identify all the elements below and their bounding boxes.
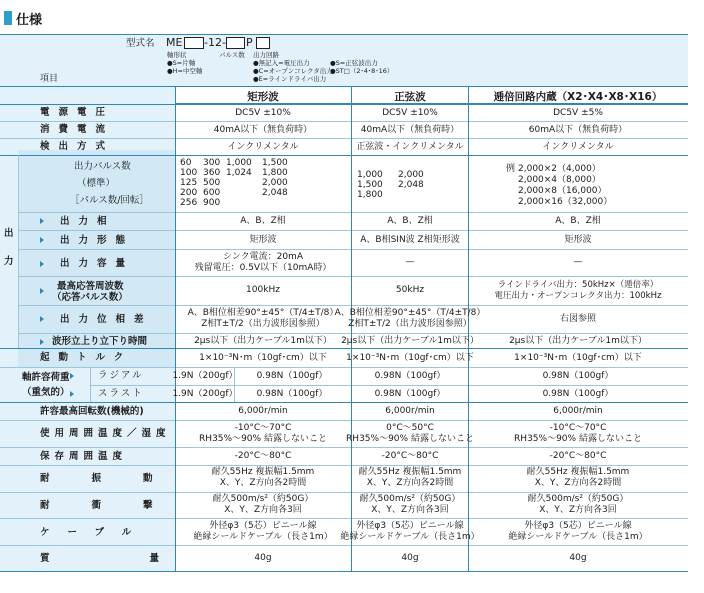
response-square: 100kHz: [246, 285, 280, 295]
label-load-2: （重気的）: [22, 387, 70, 398]
label-temp: 使用周囲温度／湿度: [40, 428, 171, 439]
cable-sine-1: 外径φ3（5芯）ビニール線: [356, 521, 464, 531]
section-title-marker: [4, 11, 12, 25]
pulse-value: 1,500: [357, 180, 383, 190]
storage-multiplier: -20°C～80°C: [549, 451, 607, 461]
pulse-example: 2,000×2（4,000）: [518, 164, 601, 174]
opt-none: ●無記入=電圧出力: [253, 59, 310, 67]
model-prefix: ME: [166, 36, 183, 49]
capacity-square-1: シンク電流：20mA: [223, 252, 303, 262]
pulse-value: 1,500: [262, 158, 288, 168]
detection-sine: 正弦波・インクリメンタル: [356, 142, 464, 152]
label-rise: 波形立上り立下り時間: [52, 336, 148, 347]
bullet-marker: [70, 373, 74, 379]
model-p: P: [246, 36, 253, 49]
label-phase-diff: 出力位相差: [60, 314, 153, 325]
label-torque: 起動トルク: [40, 352, 133, 363]
pulse-value: 2,000: [262, 178, 288, 188]
response-multiplier-1: ラインドライバ出力：50kHz×（逓倍率）: [497, 280, 659, 290]
response-sine: 50kHz: [395, 285, 425, 295]
max-speed-square: 6,000r/min: [238, 406, 288, 416]
detection-square: インクリメンタル: [227, 142, 299, 152]
voltage-sine: DC5V ±10%: [382, 108, 438, 118]
pulse-value: 2,048: [262, 188, 288, 198]
temp-multiplier-2: RH35%～90% 結露しないこと: [514, 434, 642, 444]
phase-square: A、B、Z相: [240, 216, 286, 226]
vibration-multiplier-1: 耐久55Hz 複振幅1.5mm: [526, 467, 630, 477]
label-current: 消費電流: [40, 124, 115, 135]
pulse-example: 2,000×8（16,000）: [518, 186, 607, 196]
label-shock: 耐衝撃: [40, 500, 195, 511]
bullet-marker: [40, 288, 44, 294]
opt-h-shaft: ●H=中空軸: [167, 67, 203, 75]
col-header-multiplier: 逓倍回路内蔵（X2･X4･X8･X16）: [493, 91, 663, 103]
sub-pulse: パルス数: [219, 51, 245, 59]
label-voltage: 電源電圧: [40, 107, 115, 118]
label-pulses-2: （標準）: [77, 178, 116, 189]
shock-sine-2: X、Y、Z方向各3回: [371, 505, 449, 515]
torque-multiplier: 1×10⁻³N･m（10gf･cm）以下: [514, 353, 642, 363]
shock-multiplier-2: X、Y、Z方向各3回: [539, 505, 617, 515]
label-phase: 出力相: [60, 216, 116, 227]
model-pulse-box: [226, 37, 245, 49]
phase-diff-sine-1: A、B相位相差90°±45°（T/4±T/8）: [334, 308, 486, 318]
pulse-value: 125: [180, 178, 198, 188]
label-vibration: 耐振動: [40, 473, 195, 484]
pulse-value: 200: [180, 188, 198, 198]
radial-square-b: 0.98N（100gf）: [256, 371, 328, 381]
output-group-char2: 力: [4, 256, 14, 267]
bullet-marker: [40, 261, 44, 267]
label-response-2: （応答パルス数）: [52, 292, 128, 303]
phase-diff-sine-2: Z相T±T/2（出力波形図参照）: [348, 319, 472, 329]
thrust-square-a: 1.9N（200gf）: [172, 389, 238, 399]
temp-square-1: -10°C～70°C: [234, 423, 292, 433]
pulse-value: 2,048: [398, 180, 424, 190]
phase-diff-multiplier: 右図参照: [559, 314, 597, 324]
form-square: 矩形波: [249, 235, 277, 245]
opt-st: ●ST□（2･4･8･16）: [330, 67, 394, 75]
pulse-value: 100: [180, 168, 198, 178]
pulse-value: 360: [203, 168, 221, 178]
opt-s-sine: ●S=正弦波出力: [330, 59, 378, 67]
pulse-value: 256: [180, 198, 198, 208]
mass-square: 40g: [254, 553, 272, 563]
label-capacity: 出力容量: [60, 258, 135, 269]
cable-multiplier-1: 外径φ3（5芯）ビニール線: [524, 521, 632, 531]
storage-sine: -20°C～80°C: [381, 451, 439, 461]
pulse-value: 900: [203, 198, 221, 208]
radial-sine: 0.98N（100gf）: [374, 371, 446, 381]
label-radial: ラジアル: [98, 370, 144, 381]
voltage-square: DC5V ±10%: [235, 108, 291, 118]
col-header-square: 矩形波: [247, 91, 279, 103]
vibration-multiplier-2: X、Y、Z方向各2時間: [534, 478, 622, 488]
opt-e: ●E=ラインドライバ出力: [253, 75, 327, 83]
mass-sine: 40g: [401, 553, 419, 563]
pulse-value: 60: [180, 158, 192, 168]
label-form: 出力形態: [60, 235, 135, 246]
max-speed-multiplier: 6,000r/min: [553, 406, 603, 416]
form-sine: A、B相SIN波 Z相矩形波: [360, 235, 460, 245]
shock-square-2: X、Y、Z方向各3回: [224, 505, 302, 515]
pulse-value: 300: [203, 158, 221, 168]
section-title: 仕様: [16, 13, 43, 28]
label-cable: ケーブル: [40, 527, 150, 538]
label-load-1: 軸許容荷重: [22, 372, 70, 383]
pulse-value: 1,024: [226, 168, 252, 178]
capacity-sine: —: [405, 257, 415, 267]
pulse-example-prefix: 例: [506, 164, 516, 174]
pulse-value: 500: [203, 178, 221, 188]
storage-square: -20°C～80°C: [234, 451, 292, 461]
item-label: 項目: [40, 74, 59, 84]
opt-s-shaft: ●S=片軸: [167, 59, 196, 67]
pulse-value: 1,800: [357, 190, 383, 200]
torque-square: 1×10⁻³N･m（10gf･cm）以下: [199, 353, 327, 363]
phase-diff-square-1: A、B相位相差90°±45°（T/4±T/8）: [187, 308, 339, 318]
model-mid: -12-: [204, 36, 226, 49]
pulse-example: 2,000×16（32,000）: [518, 197, 613, 207]
response-multiplier-2: 電圧出力・オープンコレクタ出力：100kHz: [494, 291, 662, 301]
current-sine: 40mA以下（無負荷時）: [360, 125, 460, 135]
detection-multiplier: インクリメンタル: [542, 142, 614, 152]
rise-square: 2μs以下（出力ケーブル1m以下）: [194, 336, 332, 346]
model-label: 型式名: [126, 38, 155, 49]
capacity-multiplier: —: [573, 257, 583, 267]
voltage-multiplier: DC5V ±5%: [553, 108, 603, 118]
bullet-marker: [40, 316, 44, 322]
cable-square-1: 外径φ3（5芯）ビニール線: [209, 521, 317, 531]
cable-sine-2: 絶縁シールドケーブル（長さ1m）: [340, 532, 480, 542]
phase-multiplier: A、B、Z相: [555, 216, 601, 226]
shock-sine-1: 耐久500m/s²（約50G）: [359, 494, 461, 504]
radial-multiplier: 0.98N（100gf）: [542, 371, 614, 381]
sub-shaft: 軸形状: [167, 51, 187, 59]
model-output-box: [256, 37, 270, 49]
temp-sine-1: 0°C～50°C: [386, 423, 434, 433]
cable-square-2: 絶縁シールドケーブル（長さ1m）: [193, 532, 333, 542]
max-speed-sine: 6,000r/min: [385, 406, 435, 416]
rise-sine: 2μs以下（出力ケーブル1m以下）: [341, 336, 479, 346]
temp-sine-2: RH35%～90% 結露しないこと: [346, 434, 474, 444]
label-detection: 検出方式: [40, 141, 115, 152]
model-shaft-box: [184, 37, 204, 49]
vibration-sine-1: 耐久55Hz 複振幅1.5mm: [358, 467, 462, 477]
bullet-marker: [70, 391, 74, 397]
output-group-char1: 出: [4, 228, 14, 239]
opt-c: ●C=オープンコレクタ出力: [253, 67, 333, 75]
phase-diff-square-2: Z相T±T/2（出力波形図参照）: [201, 319, 325, 329]
capacity-square-2: 残留電圧：0.5V以下（10mA時）: [194, 263, 332, 273]
bullet-marker: [40, 237, 44, 243]
sub-output: 出力回路: [253, 51, 279, 59]
form-multiplier: 矩形波: [564, 235, 592, 245]
rise-multiplier: 2μs以下（出力ケーブル1m以下）: [509, 336, 647, 346]
pulse-example: 2,000×4（8,000）: [518, 175, 601, 185]
torque-sine: 1×10⁻³N･m（10gf･cm）以下: [346, 353, 474, 363]
label-storage: 保存周囲温度: [40, 451, 128, 462]
mass-multiplier: 40g: [569, 553, 587, 563]
thrust-square-b: 0.98N（100gf）: [256, 389, 328, 399]
label-thrust: スラスト: [98, 388, 144, 399]
vibration-sine-2: X、Y、Z方向各2時間: [366, 478, 454, 488]
pulse-value: 2,000: [398, 170, 424, 180]
shock-multiplier-1: 耐久500m/s²（約50G）: [527, 494, 629, 504]
label-pulses-1: 出力パルス数: [74, 161, 131, 172]
label-response-1: 最高応答周波数: [57, 281, 124, 292]
cable-multiplier-2: 絶縁シールドケーブル（長さ1m）: [508, 532, 648, 542]
label-pulses-3: ［パルス数/回転］: [70, 195, 149, 206]
temp-multiplier-1: -10°C～70°C: [549, 423, 607, 433]
pulse-value: 1,000: [226, 158, 252, 168]
temp-square-2: RH35%～90% 結露しないこと: [199, 434, 327, 444]
vibration-square-1: 耐久55Hz 複振幅1.5mm: [211, 467, 315, 477]
pulse-value: 600: [203, 188, 221, 198]
bullet-marker: [40, 218, 44, 224]
pulse-value: 1,800: [262, 168, 288, 178]
radial-square-a: 1.9N（200gf）: [172, 371, 238, 381]
label-max-speed: 許容最高回転数(機械的): [40, 406, 144, 417]
current-multiplier: 60mA以下（無負荷時）: [528, 125, 628, 135]
thrust-sine: 0.98N（100gf）: [374, 389, 446, 399]
shock-square-1: 耐久500m/s²（約50G）: [212, 494, 314, 504]
col-header-sine: 正弦波: [394, 91, 426, 103]
bullet-marker: [40, 339, 44, 345]
current-square: 40mA以下（無負荷時）: [213, 125, 313, 135]
thrust-multiplier: 0.98N（100gf）: [542, 389, 614, 399]
vibration-square-2: X、Y、Z方向各2時間: [219, 478, 307, 488]
pulse-value: 1,000: [357, 170, 383, 180]
label-mass: 質量: [40, 553, 260, 564]
phase-sine: A、B、Z相: [387, 216, 433, 226]
